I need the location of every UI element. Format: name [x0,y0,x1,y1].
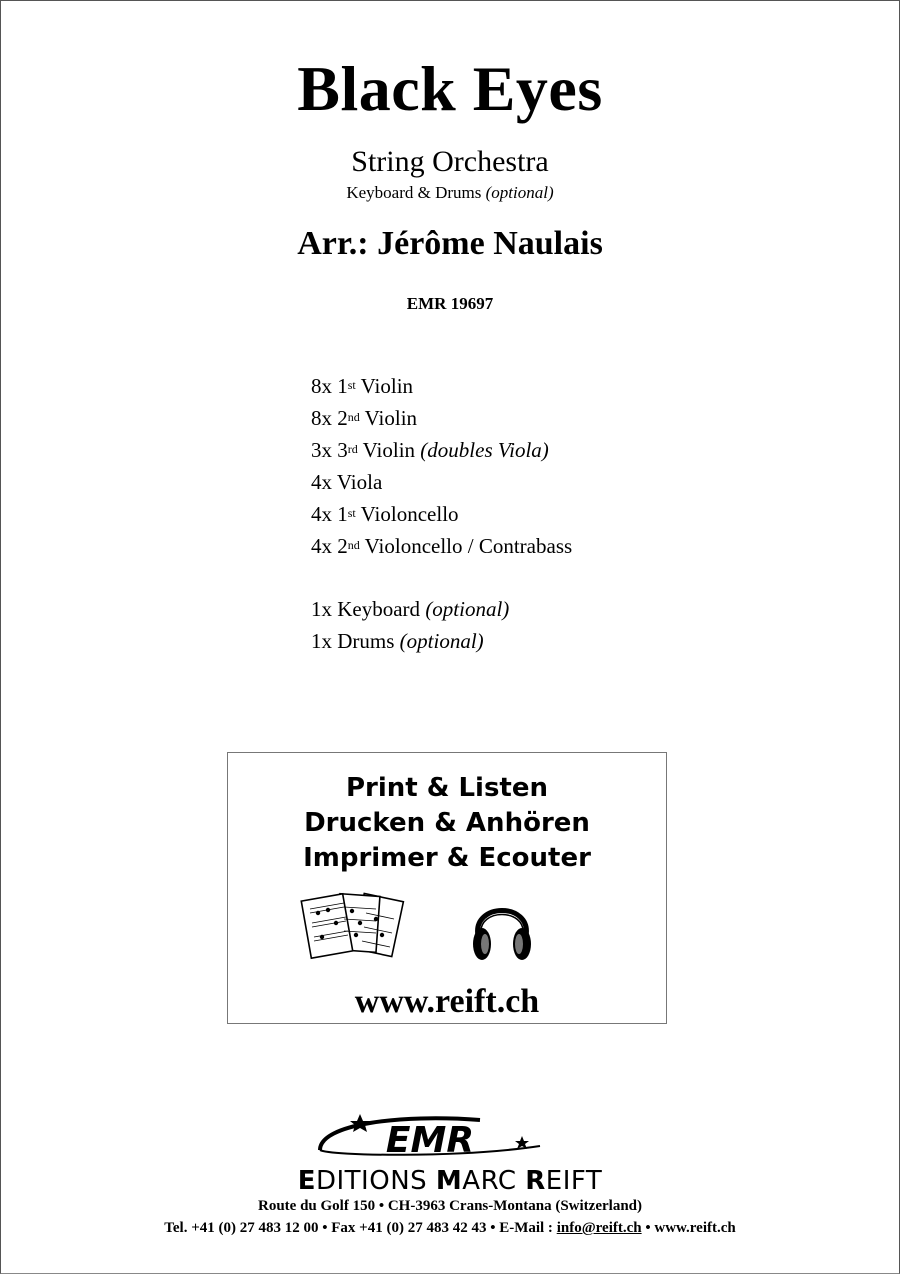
promo-line-en: Print & Listen [345,773,549,803]
publisher-contact: Tel. +41 (0) 27 483 12 00 • Fax +41 (0) 27 483 42 43 • E-Mail : info@reift.ch • www.reift.ch [164,1220,736,1236]
catalog-number: EMR 19697 [406,294,494,313]
publisher-address: Route du Golf 150 • CH-3963 Crans-Montana (Switzerland) [258,1198,642,1214]
instrumentation-main: Keyboard & Drums [346,183,482,202]
publisher-name: EDITIONS MARC REIFT [297,1166,603,1196]
arranger: Arr.: Jérôme Naulais [297,225,603,262]
part-line: 8x 2nd Violin [311,406,418,430]
print-listen-box [227,752,667,1024]
website-url[interactable]: www.reift.ch [354,983,540,1020]
sheet-music-icon [300,889,412,967]
part-line: 4x 2nd Violoncello / Contrabass [311,534,573,558]
part-line: 1x Keyboard (optional) [311,597,510,621]
email-link[interactable]: info@reift.ch [556,1220,642,1236]
page-title: Black Eyes [297,53,603,124]
optional-parts-list [311,593,509,657]
instrumentation-optional: (optional) [485,183,554,202]
emr-logo-text: EMR [385,1120,475,1160]
emr-logo [310,1110,550,1160]
promo-line-fr: Imprimer & Ecouter [303,843,591,873]
part-line: 4x Viola [311,470,383,494]
instrumentation-note [0,183,900,203]
part-line: 3x 3rd Violin (doubles Viola) [311,438,549,462]
subtitle: String Orchestra [351,145,549,178]
part-line: 1x Drums (optional) [311,629,484,653]
part-line: 4x 1st Violoncello [311,502,459,526]
part-line: 8x 1st Violin [311,374,414,398]
parts-list [311,370,572,562]
promo-line-de: Drucken & Anhören [304,808,590,838]
headphones-icon [468,888,536,968]
